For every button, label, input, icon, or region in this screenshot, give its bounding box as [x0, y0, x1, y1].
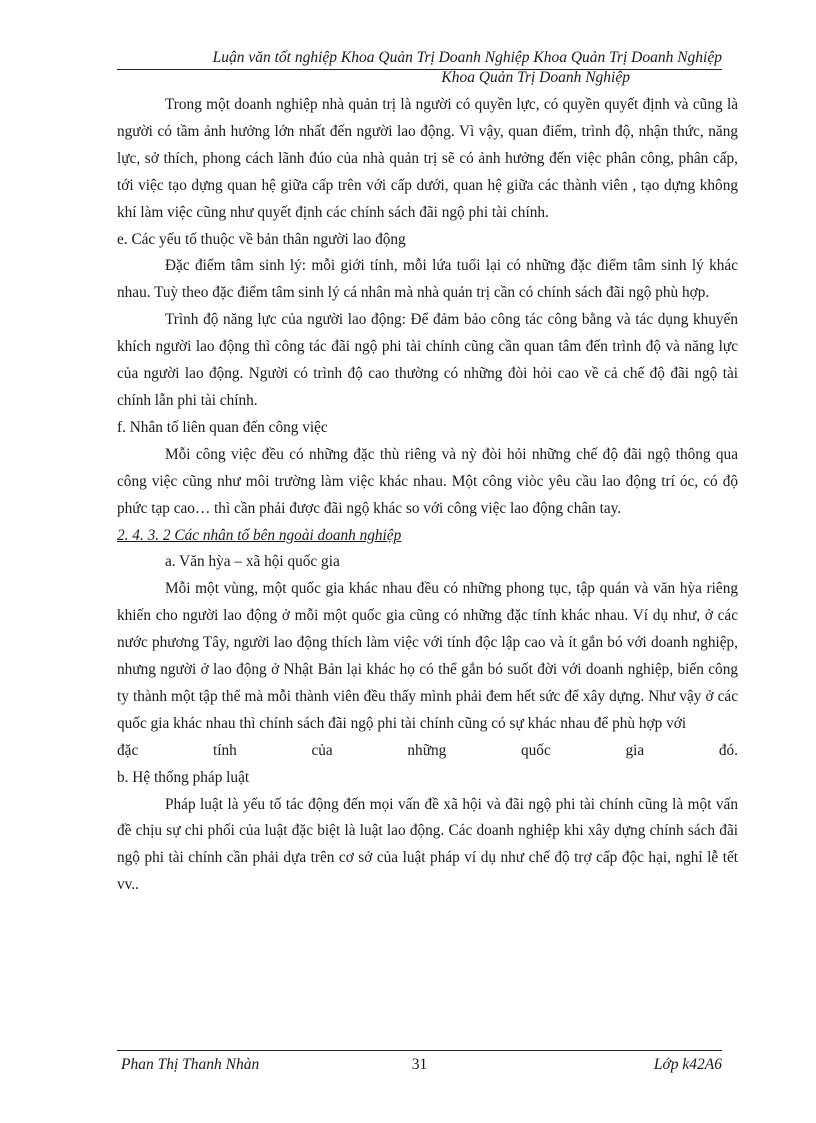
header-title-line-1: Luận văn tốt nghiệp Khoa Quản Trị Doanh Nghiệp Khoa Quản Trị Doanh Nghiệp	[212, 49, 722, 66]
heading-e-employee-factors: e. Các yếu tố thuộc về bản thân người lao động	[117, 230, 406, 248]
paragraph-culture-last-line: đặc tính của những quốc gia đó.	[117, 741, 738, 759]
page-header	[117, 48, 722, 88]
paragraph-competence: Trình độ năng lực của người lao động: Để đảm bảo công tác công bằng và tác dụng khuyến khích người lao động thì công tác đãi ngộ phi tài chính cũng cần quan tâm đến trình độ và năng lực của người lao động. Người có trình độ cao thường có những đòi hỏi cao về cả chế độ đãi ngộ tài chính lẫn phi tài chính.	[117, 311, 738, 409]
page-number: 31	[411, 1056, 428, 1073]
page-body	[117, 92, 738, 899]
section-heading-external-factors: 2. 4. 3. 2 Các nhân tố bên ngoài doanh nghiệp	[117, 526, 402, 544]
footer-rule	[117, 1050, 722, 1051]
heading-a-culture: a. Văn hỳa – xã hội quốc gia	[165, 553, 340, 571]
paragraph-psychology: Đặc điểm tâm sinh lý: mỗi giới tính, mỗi lứa tuổi lại có những đặc điểm tâm sinh lý khác nhau. Tuỳ theo đặc điểm tâm sinh lý cá nhân mà nhà quản trị cần có chính sách đãi ngộ phù hợp.	[117, 257, 738, 302]
header-title-line-2: Khoa Quản Trị Doanh Nghiệp	[441, 69, 630, 86]
footer-author: Phan Thị Thanh Nhàn	[121, 1056, 260, 1073]
paragraph-job-specifics: Mỗi công việc đều có những đặc thù riêng và nỳ đòi hỏi những chế độ đãi ngộ thông qua công việc cũng như môi trường làm việc khác nhau. Một công viòc yêu cầu lao động trí óc, có độ phức tạp cao… thì cần phải được đãi ngộ khác so với công việc lao động chân tay.	[117, 445, 738, 517]
page-footer	[117, 1050, 722, 1078]
paragraph-manager-influence: Trong một doanh nghiệp nhà quản trị là người có quyền lực, có quyền quyết định và cũng là người có tầm ảnh hưởng lớn nhất đến người lao động. Vì vậy, quan điểm, trình độ, nhận thức, năng lực, sở thích, phong cách lãnh đúo của nhà quản trị sẽ có ảnh hưởng đến việc phân công, phân cấp, tới việc tạo dựng quan hệ giữa cấp trên với cấp dưới, quan hệ giữa các thành viên , tạo dựng không khí làm việc cũng như quyết định các chính sách đãi ngộ phi tài chính.	[117, 96, 738, 221]
heading-f-job-factors: f. Nhân tố liên quan đến công việc	[117, 418, 328, 436]
header-rule	[117, 69, 722, 70]
paragraph-culture: Mỗi một vùng, một quốc gia khác nhau đều có những phong tục, tập quán và văn hỳa riêng khiến cho người lao động ở mỗi một quốc gia cũng có những đặc tính khác nhau. Ví dụ như, ở các nước phương Tây, người lao động thích làm việc với tính độc lập cao và ít gắn bó với doanh nghiệp, nhưng người ở lao động ở Nhật Bản lại khác họ có thể gắn bó suốt đời với doanh nghiệp, biến công ty thành một tập thể mà mỗi thành viên đều thấy mình phải đem hết sức để xây dựng. Như vậy ở các quốc gia khác nhau thì chính sách đãi ngộ phi tài chính cũng có sự khác nhau để phù hợp với	[117, 580, 738, 732]
heading-b-legal-system: b. Hệ thống pháp luật	[117, 768, 250, 786]
paragraph-legal: Pháp luật là yếu tố tác động đến mọi vấn đề xã hội và đãi ngộ phi tài chính cũng là một vấn đề chịu sự chi phối của luật đặc biệt là luật lao động. Các doanh nghiệp khi xây dựng chính sách đãi ngộ phi tài chính cần phải dựa trên cơ sở của luật pháp ví dụ như chế độ trợ cấp độc hại, nghỉ lễ tết vv..	[117, 795, 738, 894]
footer-class-label: Lớp k42A6	[653, 1056, 722, 1073]
